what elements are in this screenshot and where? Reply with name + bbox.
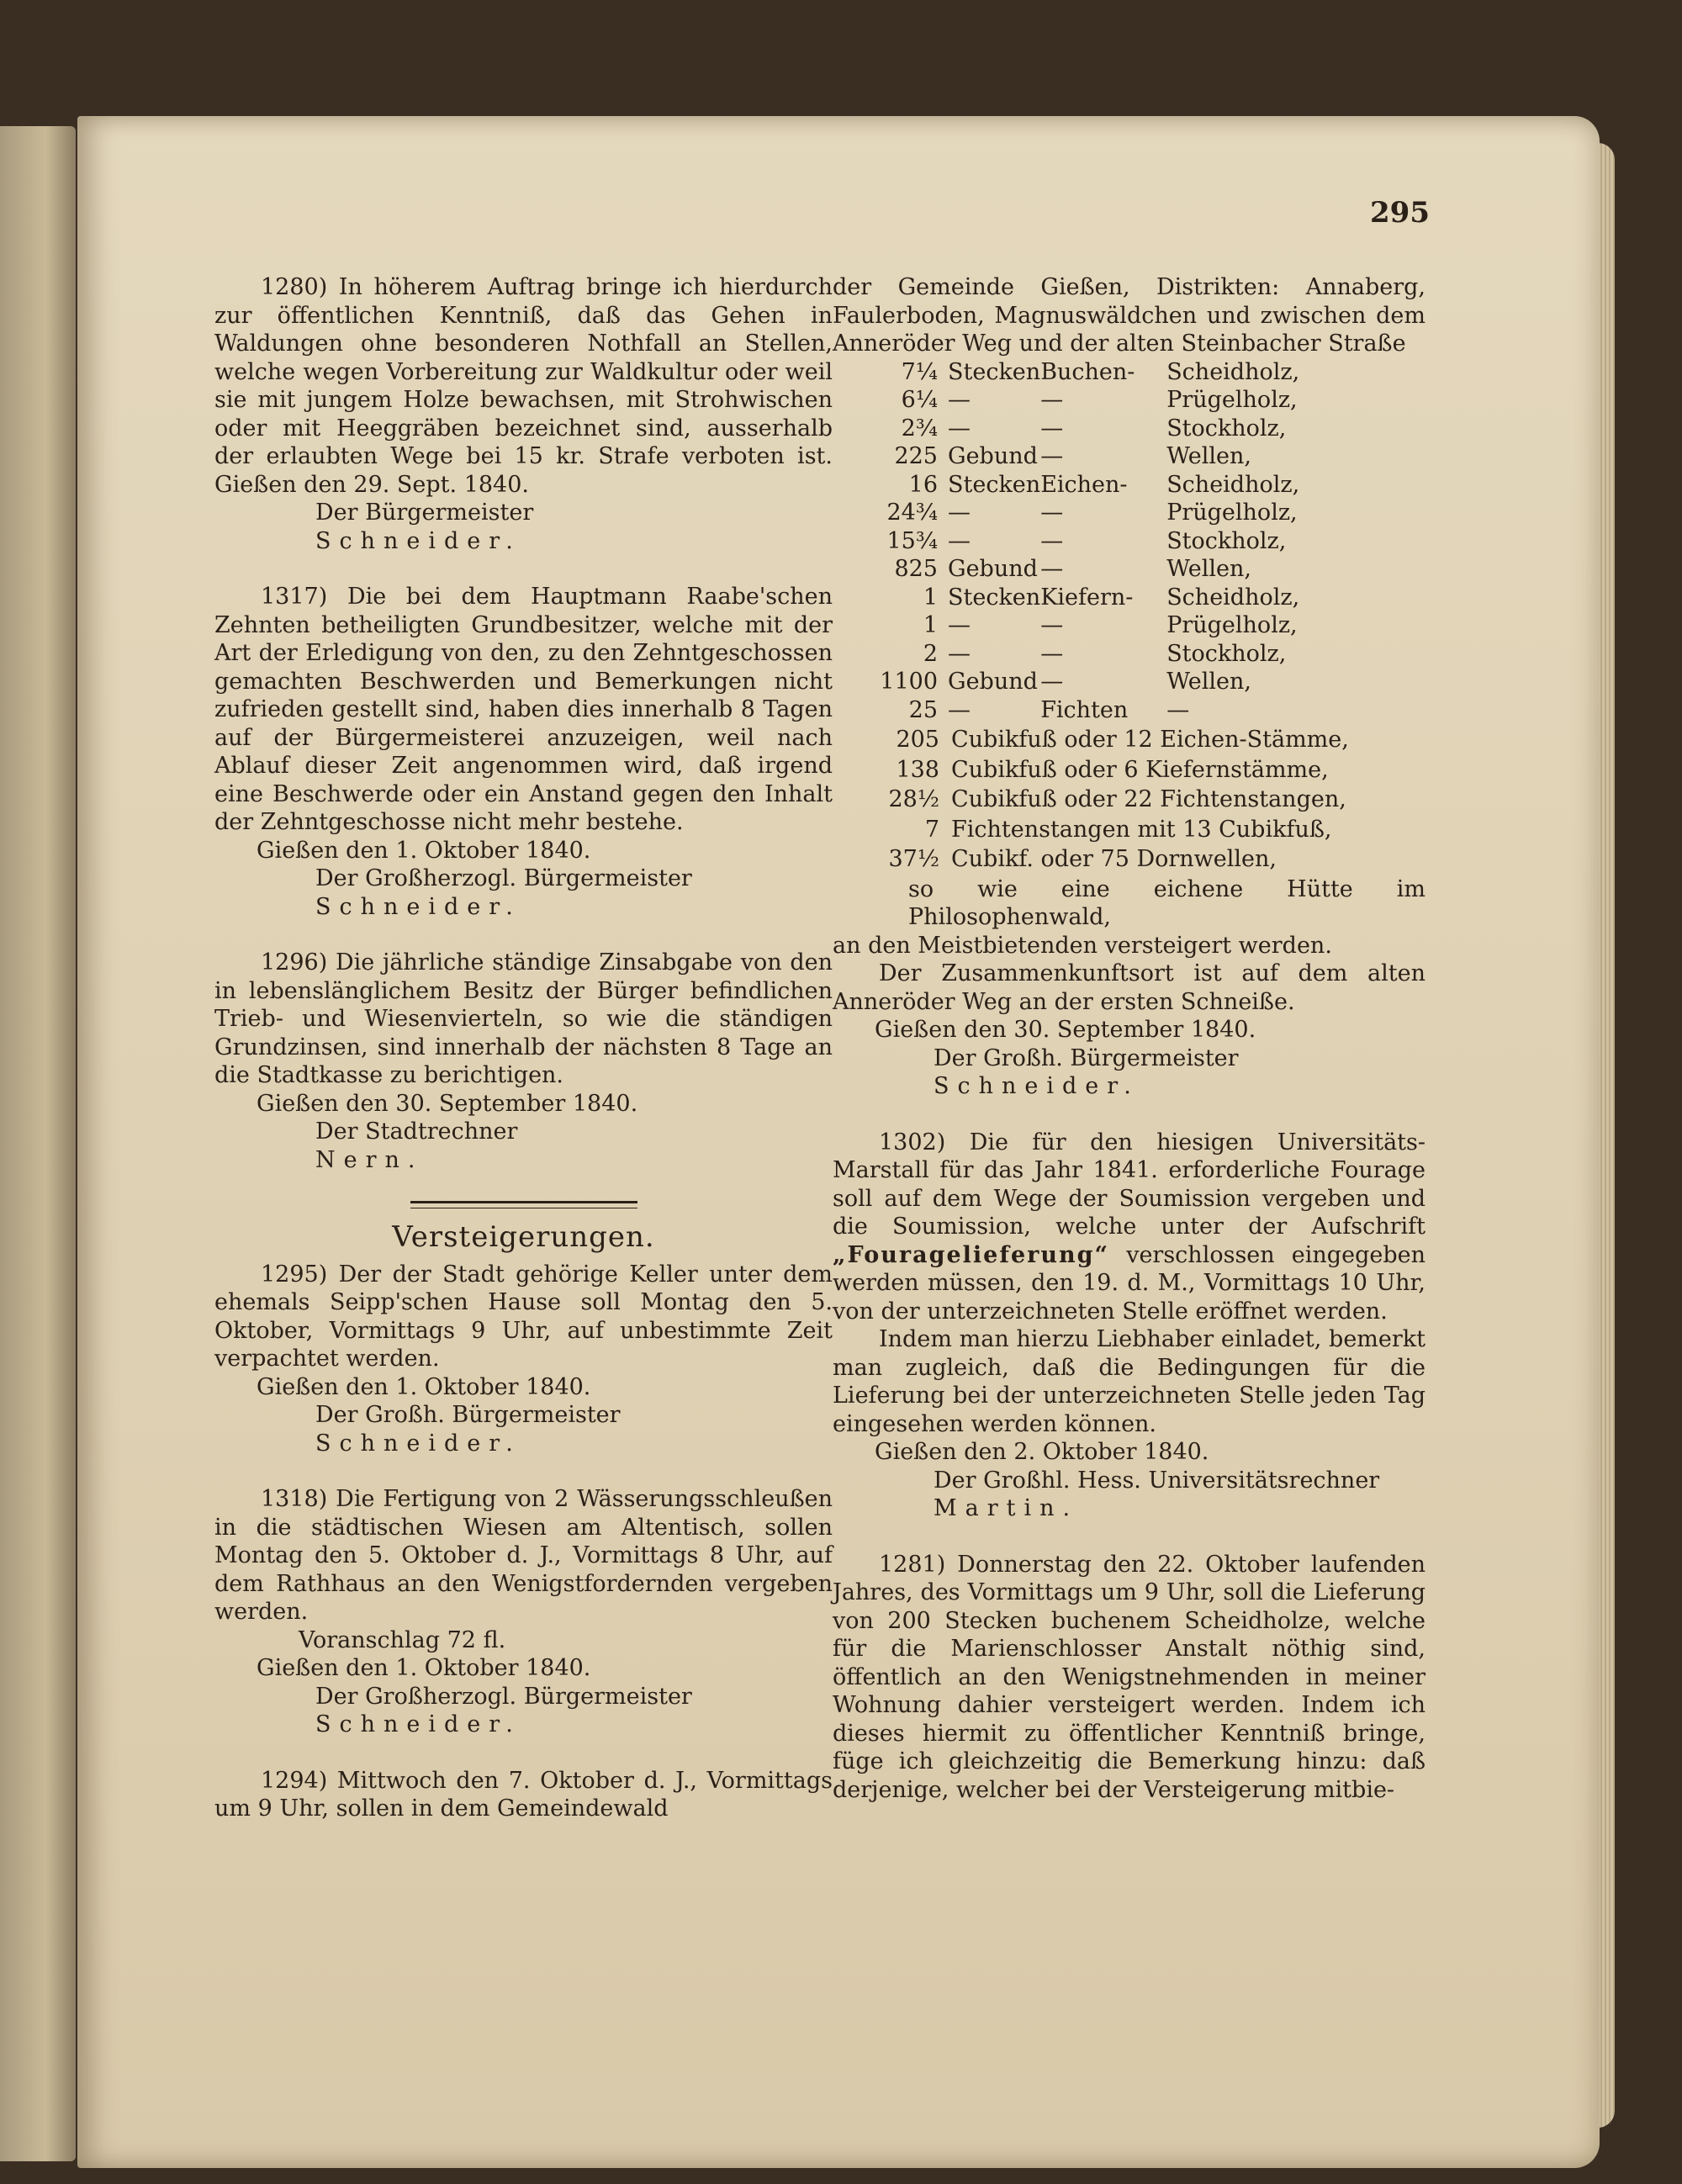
notice-1317-official: Der Großherzogl. Bürgermeister xyxy=(315,865,692,891)
wood-lot-species: — xyxy=(1040,500,1064,526)
wood-lot-quantity: 6¼ xyxy=(901,387,938,413)
wood-lot-unit: Stecken xyxy=(948,358,1041,385)
wood-lot-row xyxy=(862,527,1299,556)
notice-1302 xyxy=(833,1129,1425,1523)
wood-lot-type: Prügelholz, xyxy=(1166,612,1298,638)
left-column xyxy=(214,273,833,1823)
wood-lot-row xyxy=(862,668,1299,696)
facing-page-edge xyxy=(0,126,76,2161)
wood-lot-row xyxy=(862,555,1299,584)
timber-lot-row xyxy=(864,816,1349,844)
notice-1296-signature: Nern. xyxy=(315,1146,424,1173)
timber-lot-quantity: 7 xyxy=(924,816,939,843)
page-number: 295 xyxy=(1370,196,1430,230)
wood-lot-type: Wellen, xyxy=(1166,556,1251,582)
notice-1302-intro: 1302) Die für den hiesigen Universitäts-Marstall für das Jahr 1841. erforderliche Fourage soll auf dem Wege der Soumission vergeben und die Soumission, welche unter der Aufschrift xyxy=(833,1129,1425,1240)
notice-1295-date: Gießen den 1. Oktober 1840. xyxy=(257,1373,591,1400)
wood-lot-unit: — xyxy=(948,527,971,554)
notice-1317-text: 1317) Die bei dem Hauptmann Raabe'schen Zehnten betheiligten Grundbesitzer, welche mit der Art der Erledigung von den, zu den Zehntgeschossen gemachten Beschwerden und Bemerkungen nicht zufrieden gestellt sind, haben dies innerhalb 8 Tagen auf der Bürgermeisterei anzuzeigen, weil nach Ablauf dieser Zeit angenommen wird, daß irgend eine Beschwerde oder ein Anstand gegen den Inhalt der Zehntgeschosse nicht mehr bestehe. xyxy=(214,584,833,835)
notice-1318-text: 1318) Die Fertigung von 2 Wässerungsschleußen in die städtischen Wiesen am Altentisch, sollen Montag den 5. Oktober d. J., Vormittags 8 Uhr, auf dem Rathhaus an den Wenigstfordernden vergeben werden. xyxy=(214,1486,833,1625)
wood-lot-quantity: 16 xyxy=(908,471,938,498)
wood-lot-species: Fichten xyxy=(1040,696,1129,723)
wood-lot-unit: — xyxy=(948,500,971,526)
wood-lot-row xyxy=(862,696,1299,725)
timber-lot-quantity: 138 xyxy=(896,756,939,783)
timber-lot-quantity: 205 xyxy=(896,727,939,753)
wood-lot-species: Kiefern- xyxy=(1040,584,1134,611)
wood-lot-unit: Stecken xyxy=(948,471,1041,498)
wood-lot-type: Stockholz, xyxy=(1166,415,1287,442)
notice-1295-text: 1295) Der der Stadt gehörige Keller unter dem ehemals Seipp'schen Hause soll Montag den 5. Oktober, Vormittags 9 Uhr, auf unbestimmte Zeit verpachtet werden. xyxy=(214,1261,833,1372)
wood-lot-quantity: 7¼ xyxy=(901,358,938,385)
wood-lot-quantity: 825 xyxy=(894,556,938,582)
notice-1296 xyxy=(214,949,833,1174)
timber-lot-row xyxy=(864,756,1349,785)
wood-lot-species: — xyxy=(1040,527,1064,554)
wood-lot-type: Scheidholz, xyxy=(1166,471,1300,498)
auction-line: an den Meistbietenden versteigert werden. xyxy=(833,932,1332,959)
notice-1294-date: Gießen den 30. September 1840. xyxy=(875,1017,1256,1043)
wood-lot-type: Stockholz, xyxy=(1166,640,1287,667)
notice-1318-signature: Schneider. xyxy=(315,1711,521,1737)
wood-lot-unit: — xyxy=(948,387,971,413)
notice-1302-text xyxy=(833,1129,1425,1326)
wood-lot-row xyxy=(862,640,1299,669)
notice-1302-signature: Martin. xyxy=(934,1495,1079,1521)
notice-1280-signature: Schneider. xyxy=(315,527,521,554)
notice-1318 xyxy=(214,1485,833,1739)
wood-lot-species: — xyxy=(1040,415,1064,442)
notice-1296-text: 1296) Die jährliche ständige Zinsabgabe von den in lebenslänglichem Besitz der Bürger befindlichen Trieb- und Wiesenvierteln, so wie die ständigen Grundzinsen, sind innerhalb der nächsten 8 Tage an die Stadtkasse zu berichtigen. xyxy=(214,949,833,1088)
wood-lot-species: — xyxy=(1040,669,1064,695)
wood-lot-species: Buchen- xyxy=(1040,358,1135,385)
wood-lot-species: — xyxy=(1040,612,1064,638)
wood-lot-type: Stockholz, xyxy=(1166,527,1287,554)
notice-1302-official: Der Großhl. Hess. Universitätsrechner xyxy=(934,1467,1380,1494)
wood-lot-species: — xyxy=(1040,640,1064,667)
wood-lot-row xyxy=(862,442,1299,471)
notice-1280-text: 1280) In höherem Auftrag bringe ich hierdurch zur öffentlichen Kenntniß, daß das Gehen in Waldungen ohne besonderen Nothfall an Stellen, welche wegen Vorbereitung zur Waldkultur oder weil sie mit jungem Holze bewachsen, mit Strohwischen oder mit Heeggräben bezeichnet sind, ausserhalb der erlaubten Wege bei 15 kr. Strafe verboten ist. Gießen den 29. Sept. 1840. xyxy=(214,274,833,498)
wood-lot-row xyxy=(862,415,1299,443)
wood-lot-type: — xyxy=(1166,696,1190,723)
wood-lot-species: — xyxy=(1040,443,1064,469)
right-column xyxy=(833,273,1425,1804)
wood-lot-unit: Gebund xyxy=(948,443,1038,469)
notice-1302-rest: verschlossen eingegeben werden müssen, den 19. d. M., Vormittags 10 Uhr, von der unterzeichneten Stelle eröffnet werden. xyxy=(833,1241,1425,1325)
wood-lot-quantity: 2 xyxy=(923,640,938,667)
notice-1318-official: Der Großherzogl. Bürgermeister xyxy=(315,1683,692,1710)
timber-lot-description: Cubikf. oder 75 Dornwellen, xyxy=(951,846,1277,872)
notice-1281 xyxy=(833,1551,1425,1805)
notice-1302-highlight: „Fouragelieferung“ xyxy=(833,1241,1110,1268)
wood-lot-species: — xyxy=(1040,556,1064,582)
wood-lot-unit: — xyxy=(948,640,971,667)
timber-lot-description: Cubikfuß oder 12 Eichen-Stämme, xyxy=(951,727,1349,753)
wood-lot-unit: Gebund xyxy=(948,556,1038,582)
notice-1294-continued xyxy=(833,273,1425,1101)
wood-lot-quantity: 1 xyxy=(923,584,938,611)
wood-lot-quantity: 15¾ xyxy=(886,527,938,554)
wood-lot-row xyxy=(862,499,1299,527)
wood-lot-type: Wellen, xyxy=(1166,443,1251,469)
wood-lot-quantity: 1100 xyxy=(880,669,938,695)
timber-lot-description: Cubikfuß oder 22 Fichtenstangen, xyxy=(951,786,1346,812)
wood-lot-unit: — xyxy=(948,415,971,442)
wood-lot-row xyxy=(862,471,1299,500)
timber-lot-row xyxy=(864,785,1349,814)
wood-lot-unit: — xyxy=(948,612,971,638)
timber-lot-quantity: 28½ xyxy=(888,786,939,812)
wood-lot-species: Eichen- xyxy=(1040,471,1128,498)
wood-lot-unit: — xyxy=(948,696,971,723)
timber-lot-quantity: 37½ xyxy=(888,846,939,872)
wood-lot-quantity: 25 xyxy=(908,696,938,723)
wood-lot-type: Wellen, xyxy=(1166,669,1251,695)
notice-1317 xyxy=(214,583,833,921)
wood-lot-type: Scheidholz, xyxy=(1166,358,1300,385)
notice-1294-official: Der Großh. Bürgermeister xyxy=(934,1044,1239,1071)
wood-lot-list xyxy=(862,358,1299,725)
notice-1317-signature: Schneider. xyxy=(315,893,521,920)
wood-lot-type: Prügelholz, xyxy=(1166,500,1298,526)
wood-lot-quantity: 225 xyxy=(894,443,938,469)
timber-lot-row xyxy=(864,726,1349,754)
timber-lot-list xyxy=(862,724,1351,875)
wood-lot-quantity: 1 xyxy=(923,612,938,638)
wood-lot-row xyxy=(862,611,1299,640)
notice-1295-signature: Schneider. xyxy=(315,1430,521,1457)
notice-1294-start xyxy=(214,1767,833,1823)
notice-1302-para2: Indem man hierzu Liebhaber einladet, bemerkt man zugleich, daß die Bedingungen für die Lieferung bei der unterzeichneten Stelle jeden Tag eingesehen werden können. xyxy=(833,1326,1425,1437)
notice-1295 xyxy=(214,1261,833,1458)
wood-lot-row xyxy=(862,386,1299,415)
wood-lot-type: Scheidholz, xyxy=(1166,584,1300,611)
section-heading: Versteigerungen. xyxy=(392,1220,655,1254)
wood-lot-quantity: 24¾ xyxy=(886,500,938,526)
wood-lot-unit: Stecken xyxy=(948,584,1041,611)
notice-1296-date: Gießen den 30. September 1840. xyxy=(257,1090,638,1117)
hut-lot: so wie eine eichene Hütte im Philosophenwald, xyxy=(908,875,1425,930)
timber-lot-description: Cubikfuß oder 6 Kiefernstämme, xyxy=(951,756,1329,783)
notice-1295-official: Der Großh. Bürgermeister xyxy=(315,1402,621,1428)
section-divider xyxy=(410,1201,637,1208)
notice-1302-date: Gießen den 2. Oktober 1840. xyxy=(875,1439,1209,1465)
wood-lot-unit: Gebund xyxy=(948,669,1038,695)
timber-lot-description: Fichtenstangen mit 13 Cubikfuß, xyxy=(951,816,1332,843)
notice-1317-date: Gießen den 1. Oktober 1840. xyxy=(257,837,591,864)
notice-1296-official: Der Stadtrechner xyxy=(315,1118,518,1145)
notice-1294-signature: Schneider. xyxy=(934,1073,1140,1099)
notice-1280 xyxy=(214,273,833,555)
wood-lot-quantity: 2¾ xyxy=(901,415,938,442)
notice-1318-estimate: Voranschlag 72 fl. xyxy=(299,1626,506,1653)
wood-lot-species: — xyxy=(1040,387,1064,413)
notice-1318-date: Gießen den 1. Oktober 1840. xyxy=(257,1655,591,1681)
wood-lot-type: Prügelholz, xyxy=(1166,387,1298,413)
notice-1281-text: 1281) Donnerstag den 22. Oktober laufenden Jahres, des Vormittags um 9 Uhr, soll die Lieferung von 200 Stecken buchenem Scheidholze, welche für die Marienschlosser Anstalt nöthig sind, öffentlich an den Wenigstnehmenden in meiner Wohnung dahier versteigert werden. Indem ich dieses hiermit zu öffentlicher Kenntniß bringe, füge ich gleichzeitig die Bemerkung hinzu: daß derjenige, welcher bei der Versteigerung mitbie- xyxy=(833,1551,1425,1803)
timber-lot-row xyxy=(864,845,1349,874)
notice-1294-text-cont: der Gemeinde Gießen, Distrikten: Annaberg, Faulerboden, Magnuswäldchen und zwischen dem Anneröder Weg und der alten Steinbacher Straße xyxy=(833,274,1425,357)
notice-1294-text-start: 1294) Mittwoch den 7. Oktober d. J., Vormittags um 9 Uhr, sollen in dem Gemeindewald xyxy=(214,1767,833,1822)
wood-lot-row xyxy=(862,584,1299,612)
meeting-point: Der Zusammenkunftsort ist auf dem alten Anneröder Weg an der ersten Schneiße. xyxy=(833,960,1425,1015)
wood-lot-row xyxy=(862,358,1299,387)
notice-1280-official: Der Bürgermeister xyxy=(315,500,534,526)
